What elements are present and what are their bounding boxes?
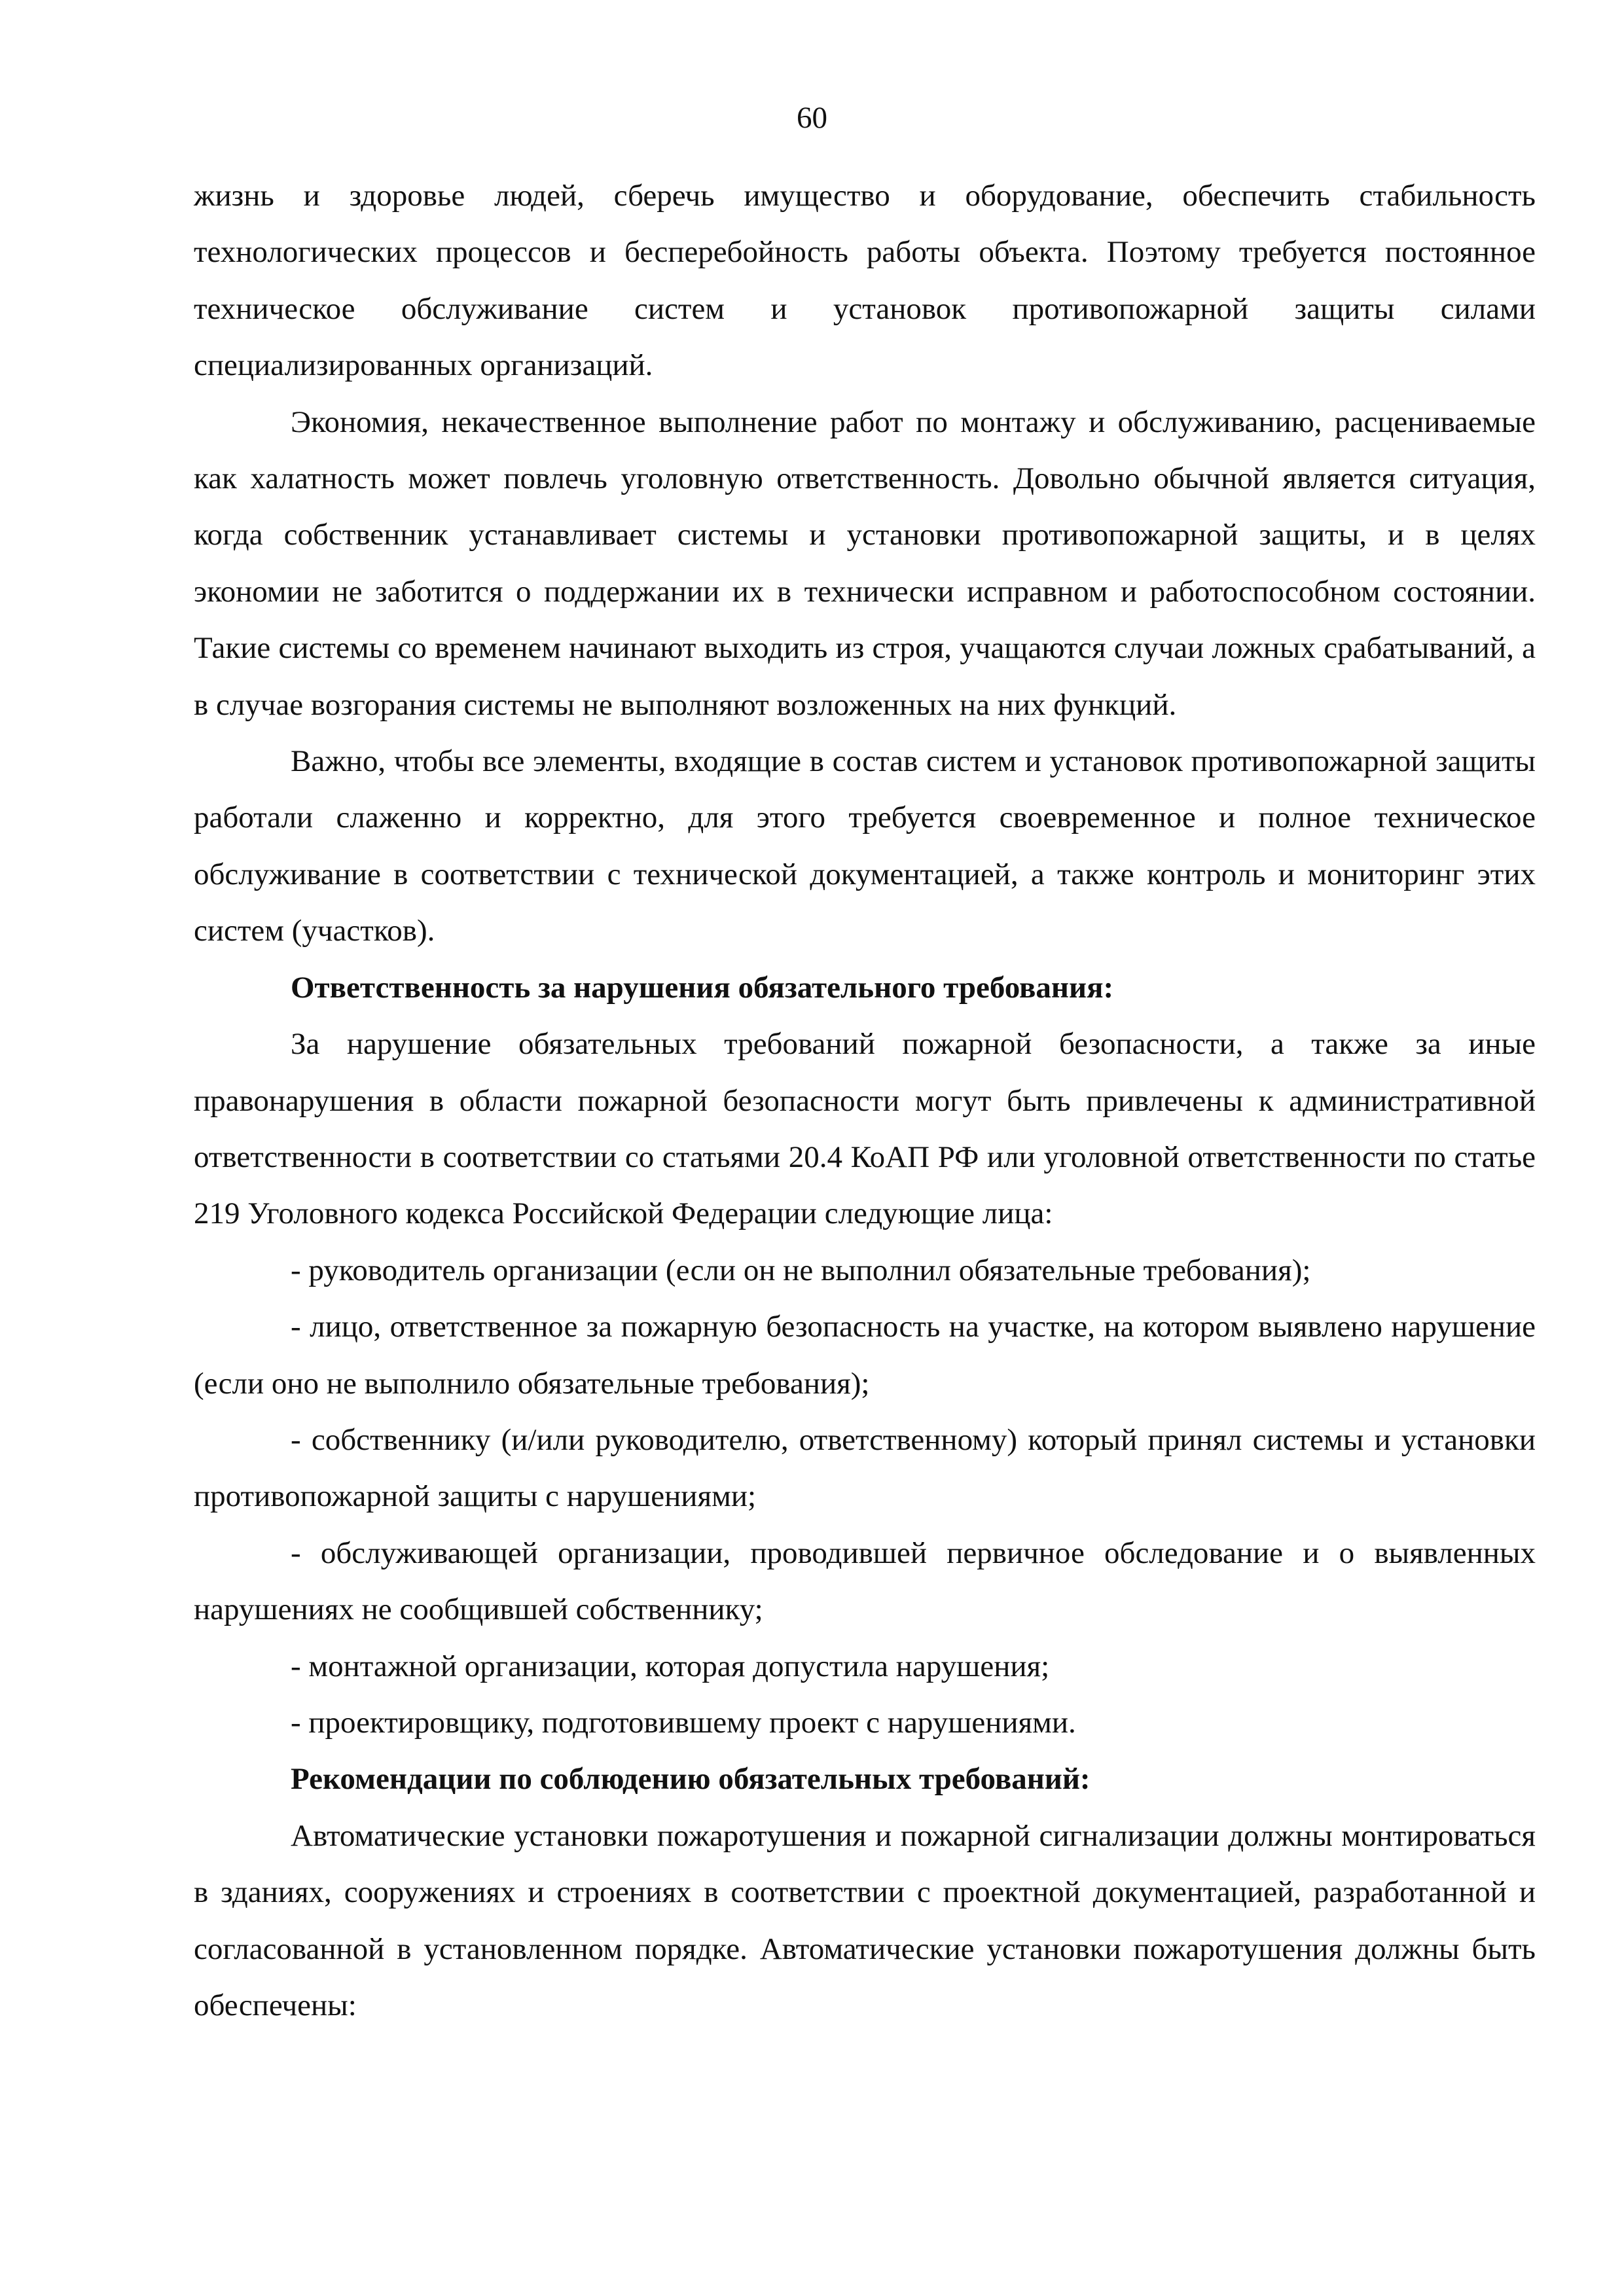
list-item: - собственнику (и/или руководителю, ответственному) который принял системы и установки противопожарной защиты с нарушениями; — [194, 1422, 1536, 1514]
paragraph-importance: Важно, чтобы все элементы, входящие в состав систем и установок противопожарной защиты работали слаженно и корректно, для этого требуется своевременное и полное техническое обслуживание в соответствии с технической документацией, а также контроль и мониторинг этих систем (участков). — [194, 744, 1536, 948]
page-number: 60 — [797, 101, 827, 135]
list-item: - монтажной организации, которая допустила нарушения; — [291, 1649, 1050, 1683]
document-body — [194, 168, 1536, 2034]
paragraph-continuation: жизнь и здоровье людей, сберечь имущество и оборудование, обеспечить стабильность технологических процессов и бесперебойность работы объекта. Поэтому требуется постоянное техническое обслуживание систем и установок противопожарной защиты силами специализированных организаций. — [194, 179, 1536, 383]
heading-recommendations: Рекомендации по соблюдению обязательных требований: — [291, 1762, 1091, 1797]
list-item: - обслуживающей организации, проводившей первичное обследование и о выявленных нарушениях не сообщившей собственнику; — [194, 1535, 1536, 1627]
paragraph-economy: Экономия, некачественное выполнение работ по монтажу и обслуживанию, расцениваемые как халатность может повлечь уголовную ответственность. Довольно обычной является ситуация, когда собственник устанавливает системы и установки противопожарной защиты, и в целях экономии не заботится о поддержании их в технически исправном и работоспособном состоянии. Такие системы со временем начинают выходить из строя, учащаются случаи ложных срабатываний, а в случае возгорания системы не выполняют возложенных на них функций. — [194, 404, 1536, 722]
paragraph-installations: Автоматические установки пожаротушения и пожарной сигнализации должны монтироваться в зданиях, сооружениях и строениях в соответствии с проектной документацией, разработанной и согласованной в установленном порядке. Автоматические установки пожаротушения должны быть обеспечены: — [194, 1818, 1536, 2022]
list-item: - лицо, ответственное за пожарную безопасность на участке, на котором выявлено нарушение (если оно не выполнило обязательные требования); — [194, 1310, 1536, 1401]
heading-responsibility: Ответственность за нарушения обязательного требования: — [291, 970, 1114, 1005]
list-item: - руководитель организации (если он не выполнил обязательные требования); — [291, 1253, 1311, 1287]
paragraph-violations: За нарушение обязательных требований пожарной безопасности, а также за иные правонарушения в области пожарной безопасности могут быть привлечены к административной ответственности в соответствии со статьями 20.4 КоАП РФ или уголовной ответственности по статье 219 Уголовного кодекса Российской Федерации следующие лица: — [194, 1027, 1536, 1231]
list-item: - проектировщику, подготовившему проект с нарушениями. — [291, 1705, 1076, 1740]
